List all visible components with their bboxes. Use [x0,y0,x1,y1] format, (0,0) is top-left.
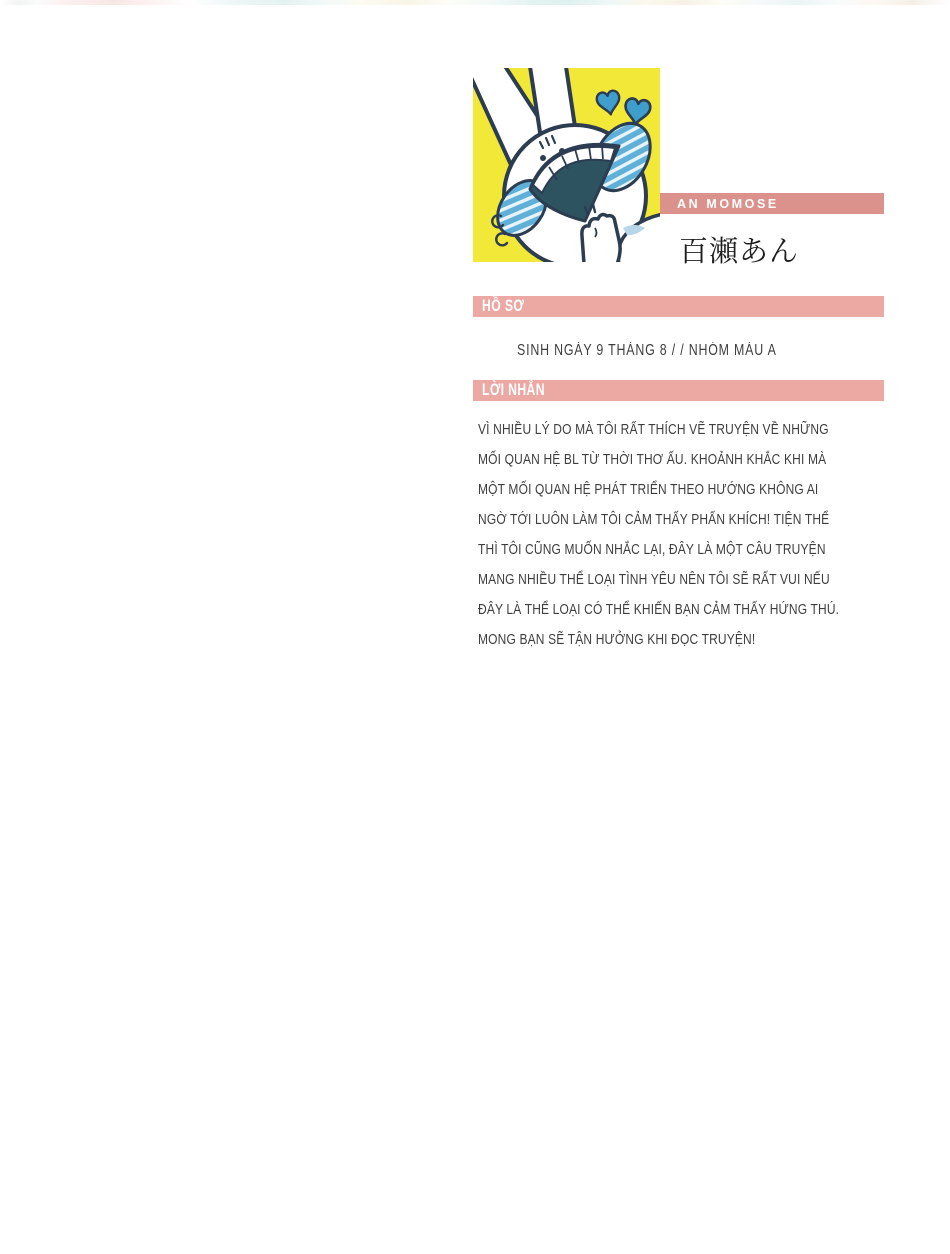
message-line: THÌ TÔI CŨNG MUỐN NHẮC LẠI, ĐÂY LÀ MỘT CÂU TRUYỆN [478,541,826,558]
top-edge-artifact [0,0,950,5]
author-avatar-illustration [473,68,660,262]
message-line: MONG BẠN SẼ TẬN HƯỞNG KHI ĐỌC TRUYỆN! [478,631,756,648]
author-name-japanese: 百瀬あん [679,234,800,268]
author-message [478,415,839,655]
author-name-romaji: AN MOMOSE [677,197,779,211]
message-line: VÌ NHIỀU LÝ DO MÀ TÔI RẤT THÍCH VẼ TRUYỆN VỀ NHỮNG [478,421,829,438]
message-line: MỘT MỐI QUAN HỆ PHÁT TRIỂN THEO HƯỚNG KHÔNG AI [478,481,819,498]
message-line: NGỜ TỚI LUÔN LÀM TÔI CẢM THẤY PHẤN KHÍCH! TIỆN THỂ [478,511,830,528]
profile-birth-bloodtype: SINH NGÀY 9 THÁNG 8 / / NHÓM MÁU A [517,342,777,359]
message-line: MỐI QUAN HỆ BL TỪ THỜI THƠ ẤU. KHOẢNH KHẮC KHI MÀ [478,451,827,468]
profile-header-label: HỒ SƠ [482,296,525,316]
laughing-rabbit-icon [473,68,660,262]
message-section-header [473,380,884,401]
message-line: MANG NHIỀU THỂ LOẠI TÌNH YÊU NÊN TÔI SẼ RẤT VUI NẾU [478,571,830,588]
author-name-banner [660,193,884,214]
profile-section-header [473,296,884,317]
message-line: ĐÂY LÀ THỂ LOẠI CÓ THỂ KHIẾN BẠN CẢM THẤY HỨNG THÚ. [478,601,840,618]
message-header-label: LỜI NHẮN [482,380,545,400]
